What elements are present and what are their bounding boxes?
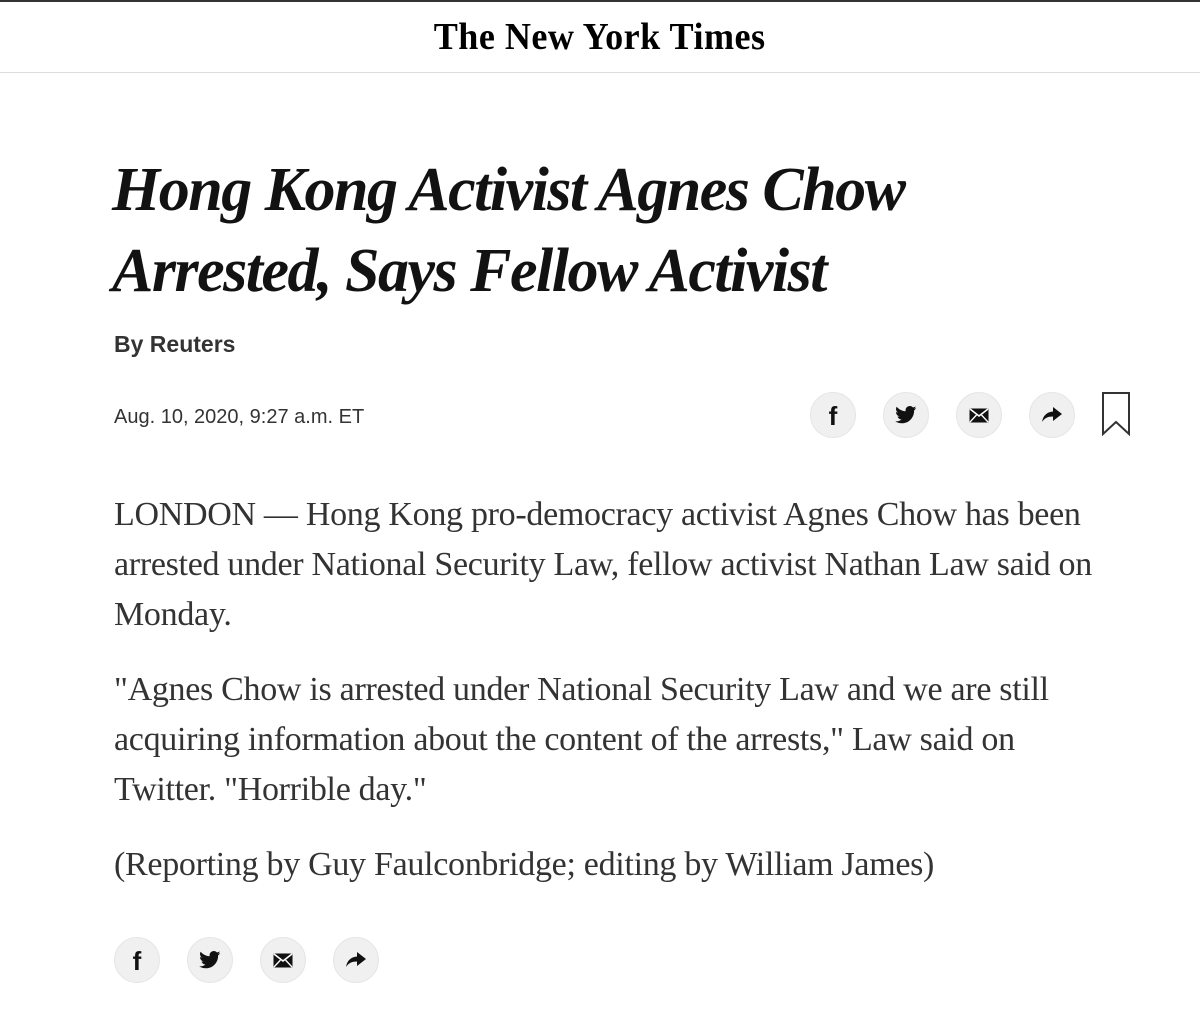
article-paragraph: (Reporting by Guy Faulconbridge; editing by William James)	[114, 846, 935, 883]
share-arrow-icon	[1042, 407, 1062, 423]
share-arrow-icon	[346, 952, 366, 968]
email-share-button[interactable]	[956, 392, 1002, 438]
article-paragraph: "Agnes Chow is arrested under National Security Law and we are still acquiring information about the content of the arrests," Law said on Twitter. "Horrible day."	[114, 671, 1049, 808]
twitter-share-button[interactable]	[187, 937, 233, 983]
facebook-icon: f	[132, 946, 142, 976]
twitter-share-button[interactable]	[883, 392, 929, 438]
article-body	[114, 490, 1114, 915]
article-paragraph: LONDON — Hong Kong pro-democracy activist Agnes Chow has been arrested under National Security Law, fellow activist Nathan Law said on Monday.	[114, 496, 1092, 633]
email-share-button[interactable]	[260, 937, 306, 983]
dateline: Aug. 10, 2020, 9:27 a.m. ET	[114, 406, 365, 428]
email-icon	[273, 953, 293, 968]
masthead	[0, 2, 1200, 73]
facebook-icon: f	[828, 401, 838, 431]
facebook-share-button[interactable]	[114, 937, 160, 983]
bookmark-icon[interactable]	[1101, 392, 1131, 436]
nyt-logo[interactable]: The New York Times	[434, 16, 766, 58]
email-icon	[969, 408, 989, 423]
share-toolbar-bottom	[114, 937, 379, 983]
more-share-button[interactable]	[333, 937, 379, 983]
more-share-button[interactable]	[1029, 392, 1075, 438]
twitter-icon	[895, 406, 917, 424]
twitter-icon	[199, 951, 221, 969]
byline: By Reuters	[114, 331, 236, 357]
share-toolbar-top	[810, 392, 1075, 438]
facebook-share-button[interactable]	[810, 392, 856, 438]
article-headline: Hong Kong Activist Agnes Chow Arrested, Says Fellow Activist	[112, 156, 905, 305]
